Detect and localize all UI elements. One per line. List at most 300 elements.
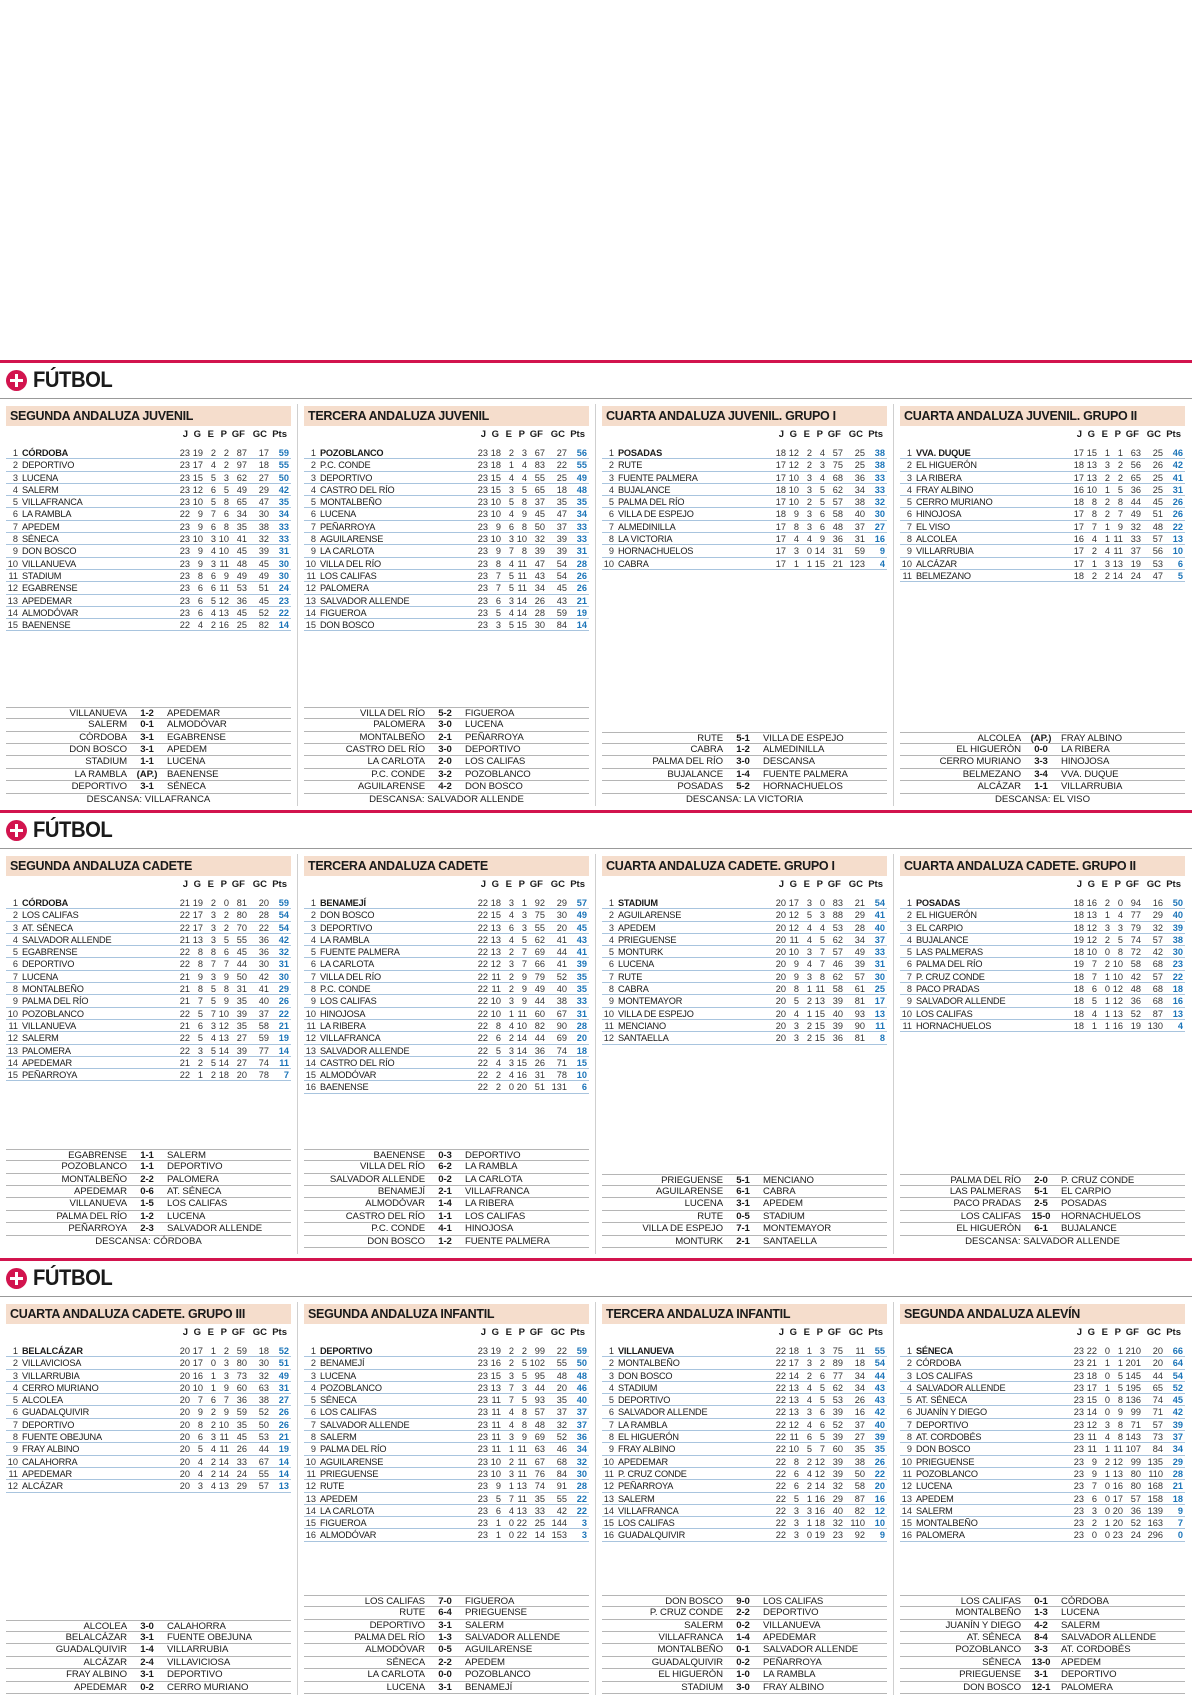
stat-cell: 77 bbox=[832, 1370, 843, 1381]
home-team: MONTALBEÑO bbox=[359, 731, 425, 743]
team-name: LUCENA bbox=[22, 971, 59, 982]
table-row bbox=[900, 1394, 1185, 1406]
stat-cell: 4 bbox=[508, 558, 514, 569]
stat-cell: 23 bbox=[179, 570, 190, 581]
stat-cell: 53 bbox=[236, 583, 247, 594]
position: 16 bbox=[901, 1530, 912, 1541]
stat-cell: 9 bbox=[1091, 1456, 1097, 1467]
stat-cell: 20 bbox=[516, 1082, 527, 1093]
stat-cell: 11 bbox=[491, 1395, 501, 1406]
team-name: VILLANUEVA bbox=[618, 1346, 675, 1356]
stat-cell: 52 bbox=[1130, 1518, 1141, 1529]
stat-cell: 9 bbox=[495, 546, 501, 557]
points: 29 bbox=[1172, 1456, 1183, 1467]
stat-cell: 18 bbox=[1073, 996, 1084, 1007]
stat-cell: 4 bbox=[1104, 1432, 1110, 1443]
stat-cell: 89 bbox=[832, 1358, 843, 1369]
stat-cell: 3 bbox=[521, 448, 527, 458]
stat-cell: 39 bbox=[832, 1468, 843, 1479]
team-name: PACO PRADAS bbox=[916, 984, 980, 995]
stat-cell: 44 bbox=[1130, 497, 1141, 508]
stat-cell: 58 bbox=[854, 1481, 865, 1492]
column-headers bbox=[6, 1327, 291, 1341]
team-name: APEDEM bbox=[320, 1493, 358, 1504]
team-name: AT. SÉNECA bbox=[22, 922, 73, 933]
stat-cell: 21 bbox=[179, 1020, 190, 1031]
stat-cell: 44 bbox=[556, 947, 567, 958]
stat-cell: 10 bbox=[516, 534, 527, 545]
team-name: MONTEMAYOR bbox=[618, 996, 683, 1007]
stat-cell: 40 bbox=[854, 509, 865, 520]
stat-cell: 3 bbox=[210, 534, 216, 545]
home-team: ALCÁZAR bbox=[977, 781, 1021, 793]
match-result bbox=[304, 707, 589, 719]
away-team: DEPORTIVO bbox=[167, 1669, 223, 1681]
match-result bbox=[900, 1198, 1185, 1210]
stat-cell: 20 bbox=[775, 1033, 786, 1044]
stat-cell: 3 bbox=[793, 1518, 799, 1529]
column-divider bbox=[297, 854, 298, 1254]
table-row bbox=[602, 1493, 887, 1505]
table-row bbox=[602, 934, 887, 946]
away-team: APEDEM bbox=[167, 743, 207, 755]
away-team: HORNACHUELOS bbox=[763, 781, 843, 793]
points: 27 bbox=[874, 521, 885, 532]
table-row bbox=[6, 1370, 291, 1382]
stat-cell: 57 bbox=[832, 947, 843, 958]
stat-cell: 87 bbox=[854, 1493, 865, 1504]
table-row bbox=[304, 1069, 589, 1081]
stat-cell: 6 bbox=[508, 922, 514, 933]
stat-cell: 1 bbox=[1104, 484, 1110, 495]
points: 26 bbox=[1172, 509, 1183, 520]
position: 9 bbox=[12, 1444, 18, 1455]
stat-cell: 3 bbox=[1117, 922, 1123, 933]
stat-cell: 7 bbox=[819, 959, 825, 970]
team-name: DEPORTIVO bbox=[22, 959, 75, 970]
stat-cell: 15 bbox=[516, 1057, 527, 1068]
points: 26 bbox=[1172, 497, 1183, 508]
team-name: LAS PALMERAS bbox=[916, 947, 983, 958]
position: 6 bbox=[310, 1407, 316, 1418]
stat-cell: 2 bbox=[1104, 898, 1110, 908]
away-team: APEDEM bbox=[465, 1656, 505, 1668]
points: 16 bbox=[874, 534, 885, 545]
stat-cell: 3 bbox=[508, 1045, 514, 1056]
stat-cell: 2 bbox=[1104, 959, 1110, 970]
table-row bbox=[602, 1468, 887, 1480]
stat-cell: 13 bbox=[516, 1481, 527, 1492]
group-title: CUARTA ANDALUZA JUVENIL. GRUPO II bbox=[900, 406, 1185, 426]
score: 3-1 bbox=[140, 743, 154, 755]
stat-cell: 45 bbox=[1152, 497, 1163, 508]
stat-cell: 36 bbox=[258, 934, 269, 945]
column-header: GC bbox=[848, 429, 863, 440]
position: 12 bbox=[7, 583, 18, 594]
stat-cell: 22 bbox=[477, 934, 488, 945]
section-header bbox=[6, 365, 119, 395]
stat-cell: 25 bbox=[556, 472, 567, 483]
match-result bbox=[602, 1682, 887, 1694]
position: 10 bbox=[305, 558, 316, 569]
stat-cell: 1 bbox=[1117, 448, 1123, 458]
position: 4 bbox=[608, 934, 614, 945]
stat-cell: 23 bbox=[477, 509, 488, 520]
stat-cell: 38 bbox=[258, 521, 269, 532]
stat-cell: 158 bbox=[1147, 1493, 1163, 1504]
stat-cell: 62 bbox=[832, 484, 843, 495]
match-result bbox=[304, 756, 589, 768]
team-name: LUCENA bbox=[320, 1370, 357, 1381]
team-name: APEDEMAR bbox=[22, 1468, 72, 1479]
stat-cell: 10 bbox=[490, 509, 501, 520]
table-row bbox=[6, 922, 291, 934]
stat-cell: 16 bbox=[1112, 1020, 1123, 1031]
home-team: VILLA DEL RÍO bbox=[360, 707, 425, 719]
points: 33 bbox=[576, 534, 587, 545]
points: 22 bbox=[278, 1008, 289, 1019]
home-team: P.C. CONDE bbox=[371, 1223, 425, 1235]
stat-cell: 2 bbox=[508, 971, 514, 982]
stat-cell: 136 bbox=[1125, 1395, 1141, 1406]
away-team: SALVADOR ALLENDE bbox=[763, 1644, 859, 1656]
away-team: CALAHORRA bbox=[167, 1620, 226, 1631]
stat-cell: 18 bbox=[490, 448, 501, 458]
stat-cell: 4 bbox=[806, 1468, 812, 1479]
points: 35 bbox=[874, 1444, 885, 1455]
stat-cell: 5 bbox=[210, 984, 216, 995]
plus-circle-icon bbox=[6, 1268, 27, 1289]
position: 11 bbox=[8, 570, 18, 581]
team-name: PALMA DEL RÍO bbox=[916, 959, 983, 970]
stat-cell: 21 bbox=[179, 984, 190, 995]
stat-cell: 22 bbox=[775, 1407, 786, 1418]
stat-cell: 107 bbox=[1125, 1444, 1141, 1455]
score: 2-3 bbox=[140, 1223, 154, 1235]
section-header-rule bbox=[0, 848, 1192, 849]
team-name: ALCÁZAR bbox=[916, 558, 957, 569]
stat-cell: 9 bbox=[197, 558, 203, 569]
stat-cell: 12 bbox=[1112, 996, 1123, 1007]
stat-cell: 5 bbox=[495, 607, 501, 618]
points: 31 bbox=[278, 1382, 289, 1393]
team-name: SALERM bbox=[916, 1505, 953, 1516]
stat-cell: 22 bbox=[258, 922, 269, 933]
stat-cell: 3 bbox=[508, 996, 514, 1007]
position: 8 bbox=[906, 1432, 912, 1443]
table-row bbox=[6, 508, 291, 520]
position: 14 bbox=[305, 1505, 316, 1516]
points: 34 bbox=[576, 1444, 587, 1455]
table-row bbox=[6, 533, 291, 545]
stat-cell: 11 bbox=[219, 1444, 229, 1455]
match-result bbox=[6, 781, 291, 793]
column-header: P bbox=[518, 1327, 525, 1338]
score: 2-1 bbox=[438, 1185, 452, 1197]
stat-cell: 0 bbox=[1104, 1370, 1110, 1381]
stat-cell: 5 bbox=[819, 1432, 825, 1443]
position: 11 bbox=[902, 1020, 912, 1031]
stat-cell: 2 bbox=[806, 996, 812, 1007]
points: 41 bbox=[1172, 472, 1183, 483]
table-row bbox=[900, 983, 1185, 995]
score: 1-5 bbox=[140, 1198, 154, 1210]
points: 31 bbox=[576, 1008, 587, 1019]
stat-cell: 22 bbox=[775, 1530, 786, 1541]
column-header: J bbox=[480, 429, 486, 440]
stat-cell: 15 bbox=[814, 1008, 825, 1019]
points: 14 bbox=[278, 1468, 289, 1479]
home-team: LUCENA bbox=[684, 1198, 723, 1210]
table-row bbox=[304, 971, 589, 983]
table-row bbox=[900, 946, 1185, 958]
stat-cell: 0 bbox=[223, 898, 229, 908]
stat-cell: 14 bbox=[218, 1456, 229, 1467]
stat-cell: 3 bbox=[819, 910, 825, 921]
stat-cell: 67 bbox=[258, 1456, 269, 1467]
stat-cell: 3 bbox=[1104, 460, 1110, 471]
stat-cell: 43 bbox=[534, 570, 545, 581]
score: 3-0 bbox=[736, 1681, 750, 1693]
stat-cell: 22 bbox=[477, 910, 488, 921]
stat-cell: 71 bbox=[1130, 1419, 1141, 1430]
stat-cell: 37 bbox=[556, 1407, 567, 1418]
stat-cell: 16 bbox=[814, 1493, 825, 1504]
column-headers bbox=[900, 879, 1185, 893]
points: 6 bbox=[581, 1082, 587, 1093]
points: 33 bbox=[874, 472, 885, 483]
stat-cell: 55 bbox=[258, 1468, 269, 1479]
away-team: EL CARPIO bbox=[1061, 1185, 1111, 1197]
standings-group bbox=[304, 1304, 589, 1699]
team-name: BENAMEJÍ bbox=[320, 1358, 365, 1369]
column-header: J bbox=[778, 1327, 784, 1338]
stat-cell: 9 bbox=[521, 971, 527, 982]
stat-cell: 48 bbox=[556, 1370, 567, 1381]
score: 1-4 bbox=[736, 768, 750, 780]
column-header: G bbox=[193, 879, 201, 890]
stat-cell: 23 bbox=[179, 583, 190, 594]
stat-cell: 23 bbox=[1073, 1432, 1084, 1443]
stat-cell: 0 bbox=[1104, 1530, 1110, 1541]
stat-cell: 23 bbox=[477, 583, 488, 594]
home-team: LA CARLOTA bbox=[367, 756, 425, 768]
stat-cell: 9 bbox=[223, 971, 229, 982]
score: 2-4 bbox=[140, 1656, 154, 1668]
stat-cell: 13 bbox=[218, 1481, 229, 1492]
table-row bbox=[6, 1406, 291, 1418]
score: 0-6 bbox=[140, 1185, 154, 1197]
home-team: ALCOLEA bbox=[83, 1620, 127, 1631]
points: 14 bbox=[278, 620, 289, 631]
position: 2 bbox=[310, 910, 316, 921]
stat-cell: 78 bbox=[556, 1070, 567, 1081]
table-row bbox=[6, 1382, 291, 1394]
position: 9 bbox=[310, 1444, 316, 1455]
stat-cell: 67 bbox=[534, 448, 545, 458]
stat-cell: 4 bbox=[1104, 546, 1110, 557]
stat-cell: 14 bbox=[814, 1481, 825, 1492]
stat-cell: 1 bbox=[1104, 1358, 1110, 1369]
stat-cell: 39 bbox=[854, 959, 865, 970]
stat-cell: 23 bbox=[477, 595, 488, 606]
score: 0-2 bbox=[736, 1656, 750, 1668]
stat-cell: 5 bbox=[197, 1444, 203, 1455]
stat-cell: 47 bbox=[534, 558, 545, 569]
stat-cell: 8 bbox=[197, 570, 203, 581]
column-header: J bbox=[1076, 879, 1082, 890]
score: 0-1 bbox=[1034, 1595, 1048, 1607]
table-row bbox=[6, 1431, 291, 1443]
points: 13 bbox=[1172, 534, 1183, 545]
stat-cell: 8 bbox=[521, 1419, 527, 1430]
stat-cell: 66 bbox=[534, 959, 545, 970]
stat-cell: 75 bbox=[832, 460, 843, 471]
table-row bbox=[6, 521, 291, 533]
stat-cell: 13 bbox=[1086, 910, 1097, 921]
stat-cell: 87 bbox=[1152, 1008, 1163, 1019]
score: 1-4 bbox=[736, 1631, 750, 1643]
team-name: EGABRENSE bbox=[22, 583, 78, 594]
stat-cell: 10 bbox=[490, 996, 501, 1007]
stat-cell: 54 bbox=[556, 558, 567, 569]
stat-cell: 17 bbox=[1086, 1382, 1097, 1393]
table-row bbox=[304, 1443, 589, 1455]
stat-cell: 39 bbox=[556, 534, 567, 545]
points: 0 bbox=[1177, 1530, 1183, 1541]
column-header: Pts bbox=[272, 429, 287, 440]
match-result bbox=[304, 1198, 589, 1210]
stat-cell: 70 bbox=[236, 922, 247, 933]
column-header: P bbox=[816, 879, 823, 890]
stat-cell: 36 bbox=[1130, 996, 1141, 1007]
points: 21 bbox=[576, 595, 587, 606]
stat-cell: 17 bbox=[775, 472, 786, 483]
stat-cell: 2 bbox=[1091, 1518, 1097, 1529]
team-name: EGABRENSE bbox=[22, 947, 78, 958]
points: 32 bbox=[874, 497, 885, 508]
stat-cell: 17 bbox=[192, 1346, 203, 1356]
stat-cell: 29 bbox=[854, 910, 865, 921]
stat-cell: 6 bbox=[1091, 1493, 1097, 1504]
column-header: GF bbox=[827, 1327, 841, 1338]
stat-cell: 0 bbox=[1091, 1530, 1097, 1541]
score: 1-0 bbox=[736, 1669, 750, 1681]
position: 7 bbox=[310, 971, 316, 982]
stat-cell: 5 bbox=[793, 996, 799, 1007]
table-row bbox=[304, 1529, 589, 1541]
stat-cell: 74 bbox=[556, 1045, 567, 1056]
stat-cell: 13 bbox=[490, 934, 501, 945]
away-team: MENCIANO bbox=[763, 1174, 814, 1185]
table-row bbox=[304, 1008, 589, 1020]
stat-cell: 87 bbox=[236, 448, 247, 458]
column-header: G bbox=[1087, 1327, 1095, 1338]
stat-cell: 20 bbox=[1112, 1505, 1123, 1516]
stat-cell: 2 bbox=[508, 1358, 514, 1369]
away-team: SALERM bbox=[1061, 1619, 1100, 1631]
points: 42 bbox=[278, 934, 289, 945]
points: 4 bbox=[1177, 1020, 1183, 1031]
stat-cell: 1 bbox=[1091, 1020, 1097, 1031]
stat-cell: 8 bbox=[1117, 1432, 1123, 1443]
stat-cell: 32 bbox=[832, 1481, 843, 1492]
table-row bbox=[602, 1032, 887, 1044]
stat-cell: 13 bbox=[1112, 1008, 1123, 1019]
table-row bbox=[6, 459, 291, 471]
stat-cell: 45 bbox=[556, 583, 567, 594]
standings-group bbox=[304, 406, 589, 810]
stat-cell: 23 bbox=[477, 521, 488, 532]
stat-cell: 0 bbox=[1104, 1481, 1110, 1492]
stat-cell: 69 bbox=[534, 1432, 545, 1443]
match-result bbox=[6, 1211, 291, 1223]
team-name: HINOJOSA bbox=[916, 509, 962, 520]
stat-cell: 123 bbox=[849, 558, 865, 569]
table-row bbox=[304, 946, 589, 958]
stat-cell: 49 bbox=[236, 570, 247, 581]
stat-cell: 2 bbox=[508, 1346, 514, 1356]
stat-cell: 68 bbox=[1152, 959, 1163, 970]
points: 45 bbox=[1172, 1395, 1183, 1406]
match-result bbox=[6, 732, 291, 744]
score: 1-2 bbox=[140, 707, 154, 719]
stat-cell: 23 bbox=[477, 1444, 488, 1455]
stat-cell: 12 bbox=[490, 959, 501, 970]
table-row bbox=[6, 558, 291, 570]
stat-cell: 51 bbox=[534, 1082, 545, 1093]
table-row bbox=[304, 1357, 589, 1369]
table-row bbox=[900, 508, 1185, 520]
table-row bbox=[6, 472, 291, 484]
results-list bbox=[304, 1149, 589, 1248]
team-name: VILLA DE ESPEJO bbox=[618, 1008, 694, 1019]
match-result bbox=[6, 769, 291, 781]
score: 3-3 bbox=[1034, 756, 1048, 768]
stat-cell: 12 bbox=[1086, 1419, 1097, 1430]
table-row bbox=[304, 1057, 589, 1069]
team-name: POZOBLANCO bbox=[916, 1468, 978, 1479]
stat-cell: 19 bbox=[192, 898, 203, 908]
match-result bbox=[304, 1682, 589, 1694]
stat-cell: 11 bbox=[517, 558, 527, 569]
stat-cell: 17 bbox=[1073, 558, 1084, 569]
stat-cell: 7 bbox=[1091, 959, 1097, 970]
stat-cell: 16 bbox=[1152, 898, 1163, 908]
position: 1 bbox=[906, 1346, 912, 1356]
stat-cell: 9 bbox=[197, 1407, 203, 1418]
team-name: JUANÍN Y DIEGO bbox=[916, 1407, 987, 1418]
stat-cell: 34 bbox=[854, 484, 865, 495]
stat-cell: 17 bbox=[788, 1358, 799, 1369]
away-team: DEPORTIVO bbox=[167, 1161, 223, 1173]
table-row bbox=[304, 1032, 589, 1044]
column-header: GC bbox=[848, 879, 863, 890]
position: 10 bbox=[603, 558, 614, 569]
column-header: GC bbox=[550, 879, 565, 890]
team-name: ALMODÓVAR bbox=[320, 1530, 377, 1541]
position: 11 bbox=[902, 1468, 912, 1479]
away-team: LA RIBERA bbox=[465, 1198, 514, 1210]
points: 30 bbox=[874, 509, 885, 520]
stat-cell: 99 bbox=[1130, 1407, 1141, 1418]
stat-cell: 58 bbox=[1130, 959, 1141, 970]
stat-cell: 3 bbox=[806, 971, 812, 982]
position: 8 bbox=[906, 534, 912, 545]
column-header: Pts bbox=[570, 429, 585, 440]
stat-cell: 8 bbox=[793, 1456, 799, 1467]
stat-cell: 2 bbox=[508, 947, 514, 958]
